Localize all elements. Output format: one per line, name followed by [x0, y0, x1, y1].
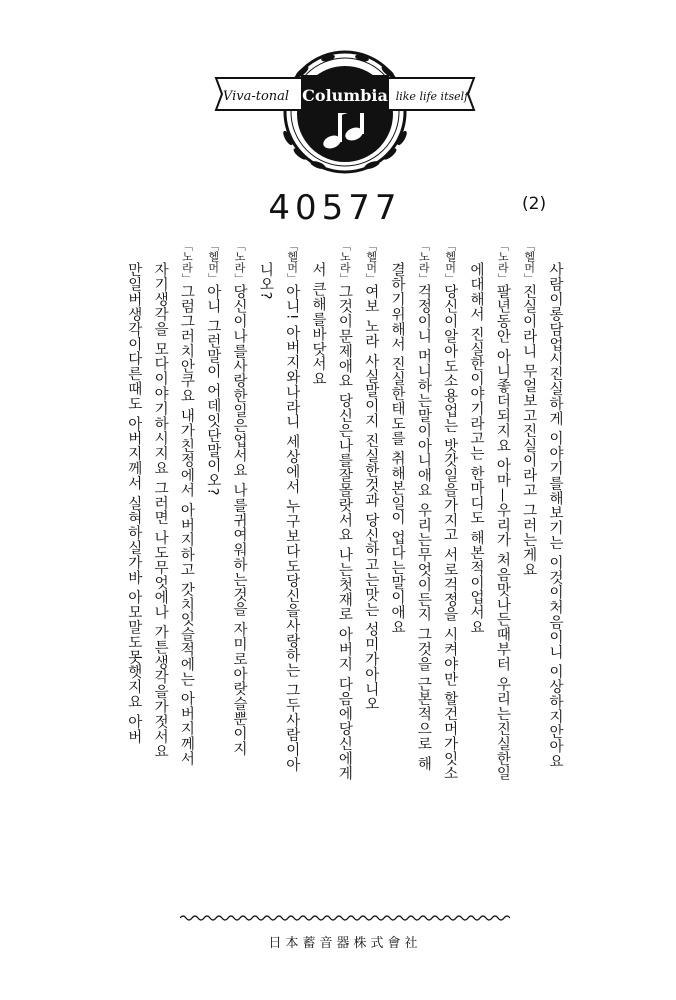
indent-spacer: [259, 240, 272, 262]
text-column: [230, 240, 249, 900]
text-column: [415, 240, 434, 900]
indent-spacer: [549, 240, 562, 262]
columbia-logo: [210, 50, 480, 180]
logo-right-text: like life itself: [395, 90, 469, 103]
dialogue-text: 서 큰해를바닷서요: [310, 262, 327, 387]
dialogue-text: 사람이롱담업시진실하게 이야기를해보기는 이것이처음이니 이상하지안아요: [547, 262, 563, 769]
dialogue-text: 걱정이니 머니하는말이아니애요 우리는무엇이든지 그것을 근본적으로 해: [415, 284, 432, 771]
speaker-label: 「노라」: [180, 240, 194, 284]
indent-spacer: [391, 240, 404, 262]
text-column: [441, 240, 460, 900]
speaker-label: 「노라」: [233, 240, 247, 284]
dialogue-text: 결하기위해서 진실한태도를 취해본일이 업다는말이애요: [389, 262, 406, 635]
dialogue-text: 그것이문제애요 당신은나를잘몰랏서요 나는첫재로 아버지 다음에당신에게: [336, 284, 353, 781]
speaker-label: 「헬머」: [522, 240, 536, 284]
indent-spacer: [312, 240, 325, 262]
logo-left-text: Viva-tonal: [222, 89, 290, 104]
indent-spacer: [128, 240, 141, 262]
page-number: (2): [522, 194, 547, 214]
text-column: [125, 240, 144, 900]
text-column: [178, 240, 197, 900]
dialogue-text: 에대해서 진실한이야기라고는 한마디도 해본적이업서요: [468, 262, 485, 635]
decorative-wavy-rule: [180, 914, 510, 922]
speaker-label: 「노라」: [417, 240, 431, 284]
dialogue-text: 자기생각을 모다이야기하시지요 그러면 나도무엇에나 가튼생각을가젓서요: [152, 262, 169, 759]
dialogue-text: 만일버생각이다른때도 아버지께서 실혀하실가바 아모말도못햇지요 아버: [125, 262, 142, 744]
dialogue-text: 니오?: [257, 262, 274, 300]
text-column: [520, 240, 539, 900]
text-column: [546, 240, 565, 900]
speaker-label: 「노라」: [496, 240, 510, 284]
text-column: [467, 240, 486, 900]
text-column: [362, 240, 381, 900]
speaker-label: 「노라」: [338, 240, 352, 284]
speaker-label: 「헬머」: [285, 240, 299, 284]
dialogue-text: 당신이나를사랑한일은업서요 나를귀여워하는것을 자미로아랏슬뿐이지: [231, 284, 248, 756]
dialogue-text: 아니! 아버지와나라니 세상에서 누구보다도당신을사랑하는 그두사람이아: [283, 284, 300, 773]
speaker-label: 「헬머」: [364, 240, 378, 284]
speaker-label: 「헬머」: [206, 240, 220, 284]
dialogue-text: 팔년동안 아니좋더되지요 아마—우리가 처음맛나든때부터 우리는진실한일: [494, 284, 511, 781]
dialogue-text: 여보 노라 사실말이지 진실한것과 당신하고는맛는 성미가아니오: [362, 284, 379, 712]
dialogue-text: 진실이라니 무얼보고진실이라고 그러는게요: [520, 284, 537, 578]
text-column: [309, 240, 328, 900]
record-number: 40577: [268, 188, 402, 228]
logo-brand-text: Columbia: [302, 86, 388, 105]
dialogue-text: 아니 그런말이 어데잇단말이오?: [204, 284, 221, 496]
text-column: [388, 240, 407, 900]
indent-spacer: [154, 240, 167, 262]
indent-spacer: [470, 240, 483, 262]
publisher-footer: 日本蓄音器株式會社: [268, 936, 422, 951]
dialogue-text: 그럼그러치안쿠요 내가친정에서 아버지하고 갓치잇슬적에는 아버지께서: [178, 284, 195, 766]
text-column: [283, 240, 302, 900]
lyric-text-block: [125, 240, 565, 900]
dialogue-text: 당신이알아도소용업는 밧갓일을가지고 서로걱정을 시켜야만 할건머가잇소: [441, 284, 458, 781]
text-column: [151, 240, 170, 900]
text-column: [494, 240, 513, 900]
text-column: [204, 240, 223, 900]
speaker-label: 「헬머」: [443, 240, 457, 284]
text-column: [336, 240, 355, 900]
text-column: [257, 240, 276, 900]
